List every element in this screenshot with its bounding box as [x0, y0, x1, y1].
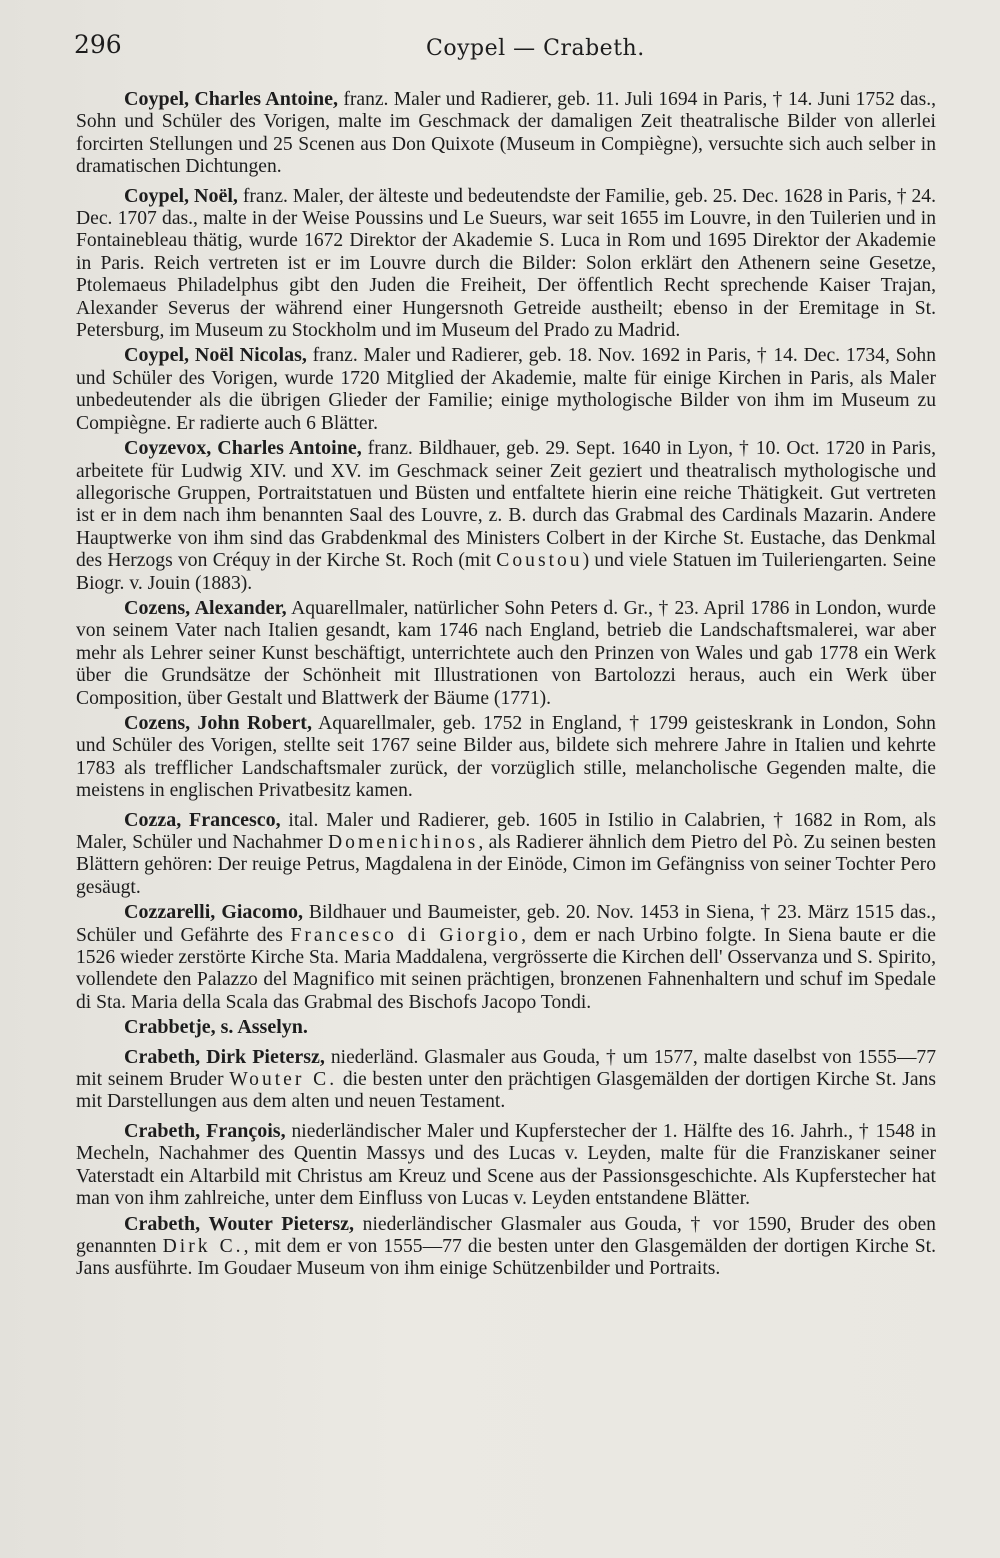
entry-text-after: ) und viele Statuen im Tuileriengarten. Seine Biogr. v. Jouin (1883).	[76, 550, 936, 594]
entry-headword: Cozzarelli, Giacomo,	[124, 901, 303, 924]
entry-text: niederländischer Glasmaler aus Gouda, † vor 1590, Bruder des oben genannten	[76, 1213, 936, 1257]
entry-cozza	[76, 809, 936, 900]
entry-crabeth-dirk	[76, 1046, 936, 1114]
entry-spaced-name: Coustou	[496, 550, 583, 572]
entry-coypel-noel-nicolas	[76, 344, 936, 435]
entry-text: franz. Maler, der älteste und bedeutendste der Familie, geb. 25. Dec. 1628 in Paris, † 24. Dec. 1707 das., malte in der Weise Poussins und Le Sueurs, war seit 1655 im Louvre, in den Tuilerien und in Fontainebleau thätig, wurde 1672 Direktor der Akademie S. Luca in Rom und 1695 Direktor der Akademie in Paris. Reich vertreten ist er im Louvre durch die Bilder: Solon erklärt den Athenern seine Gesetze, Ptolemaeus Philadelphus gibt den Juden die Freiheit, Der öffentlich Recht sprechende Kaiser Trajan, Alexander Severus der während einer Hungersnoth Getreide austheilt; ebenso in der Eremitage in St. Petersburg, im Museum zu Stockholm und im Museum del Prado zu Madrid.	[76, 185, 936, 342]
entry-text-after: die besten unter den prächtigen Glasgemälden der dortigen Kirche St. Jans mit Darstellungen aus dem alten und neuen Testament.	[76, 1069, 936, 1113]
entry-text: Bildhauer und Baumeister, geb. 20. Nov. 1453 in Siena, † 23. März 1515 das., Schüler und Gefährte des	[76, 902, 936, 946]
entry-text: franz. Maler und Radierer, geb. 11. Juli 1694 in Paris, † 14. Juni 1752 das., Sohn und Schüler des Vorigen, malte im Geschmack der damaligen Zeit theatralische Bilder von allerlei forcirten Stellungen und 25 Scenen aus Don Quixote (Museum in Compiègne), versuchte sich auch selber in dramatischen Dichtungen.	[76, 89, 936, 178]
entry-headword: Cozens, John Robert,	[124, 711, 312, 734]
entry-text: Aquarellmaler, geb. 1752 in England, † 1799 geisteskrank in London, Sohn und Schüler des Vorigen, stellte seit 1767 seine Bilder aus, bildete sich mehrere Jahre in Italien und kehrte 1783 als trefflicher Landschaftsmaler zurück, der vorzüglich stille, melancholische Gegenden malte, die meistens in englischen Privatbesitz kamen.	[76, 712, 936, 802]
entry-spaced-name: Domenichinos	[328, 832, 479, 853]
entry-text: franz. Bildhauer, geb. 29. Sept. 1640 in Lyon, † 10. Oct. 1720 in Paris, arbeitete für Ludwig XIV. und XV. im Geschmack seiner Zeit geziert und theatralisch mythologische und allegorische Gruppen, Portraitstatuen und Büsten und entfaltete hierin eine reiche Thätigkeit. Gut vertreten ist er in dem nach ihm benannten Saal des Louvre, z. B. durch das Grabmal des Cardinals Mazarin. Andere Hauptwerke von ihm sind das Grabdenkmal des Ministers Colbert in der Kirche St. Eustache, das Denkmal des Herzogs von Créquy in der Kirche St. Roch (mit	[76, 438, 936, 572]
entry-coypel-charles-antoine	[76, 88, 936, 179]
entry-text: Aquarellmaler, natürlicher Sohn Peters d. Gr., † 23. April 1786 in London, wurde von seinem Vater nach Italien gesandt, kam 1746 nach England, betrieb die Landschaftsmalerei, war aber mehr als Lehrer seiner Kunst beschäftigt, unterrichtete auch den Prinzen von Wales und gab 1778 ein Werk über die Grundsätze der Schönheit mit Illustrationen von Bartolozzi heraus, auch ein Werk über Composition, über Gestalt und Blattwerk der Bäume (1771).	[76, 597, 936, 709]
entry-cozens-john-robert	[76, 712, 936, 803]
entry-crabeth-francois	[76, 1120, 936, 1211]
entry-spaced-name: Dirk C.	[162, 1235, 244, 1257]
entry-headword: Crabeth, Dirk Pietersz,	[124, 1045, 325, 1068]
entry-headword: Coyzevox, Charles Antoine,	[124, 437, 362, 460]
entry-headword: Coypel, Charles Antoine,	[124, 88, 339, 110]
dictionary-entries	[76, 88, 936, 1287]
entry-text: niederländ. Glasmaler aus Gouda, † um 1577, malte daselbst von 1555—77 mit seinem Bruder	[76, 1046, 937, 1091]
page-number: 296	[74, 30, 122, 59]
page-header	[74, 30, 934, 70]
entry-text: ital. Maler und Radierer, geb. 1605 in Istilio in Calabrien, † 1682 in Rom, als Maler, Schüler und Nachahmer	[76, 809, 937, 853]
entry-text: franz. Maler und Radierer, geb. 18. Nov. 1692 in Paris, † 14. Dec. 1734, Sohn und Schüler des Vorigen, wurde 1720 Mitglied der Akademie, malte für einige Kirchen in Paris, als Maler unbedeutender als die übrigen Glieder der Familie; einige mythologische Bilder von ihm im Museum zu Compiègne. Er radierte auch 6 Blätter.	[76, 345, 936, 434]
entry-cozzarelli	[76, 901, 936, 1014]
entry-headword: Coypel, Noël Nicolas,	[124, 344, 307, 367]
entry-text-after: , dem er nach Urbino folgte. In Siena baute er die 1526 wieder zerstörte Kirche Sta. Maria Maddalena, vergrösserte die Kirchen dell' Osservanza und S. Spirito, vollendete den Palazzo del Magnifico mit seinen prächtigen, bronzenen Fahnenhaltern und schuf im Spedale di Sta. Maria della Scala das Grabmal des Bischofs Jacopo Tondi.	[76, 924, 936, 1013]
entry-headword: Coypel, Noël,	[124, 184, 238, 207]
entry-text: niederländischer Maler und Kupferstecher der 1. Hälfte des 16. Jahrh., † 1548 in Mecheln, Nachahmer des Quentin Massys und des Lucas v. Leyden, malte für die Franziskaner seiner Vaterstadt ein Altarbild mit Christus am Kreuz und Scene aus der Passionsgeschichte. Als Kupferstecher hat man von ihm zahlreiche, unter dem Einfluss von Lucas v. Leyden entstandene Blätter.	[76, 1120, 936, 1210]
entry-headword: Crabeth, Wouter Pietersz,	[124, 1212, 355, 1235]
entry-spaced-name: Francesco di Giorgio	[290, 924, 522, 946]
entry-spaced-name: Wouter C.	[229, 1069, 338, 1091]
entry-cozens-alexander	[76, 597, 936, 710]
entry-text-after: , als Radierer ähnlich dem Pietro del Pò. Zu seinen besten Blättern gehören: Der reuige Petrus, Magdalena in der Einöde, Cimon im Gefängniss von seiner Tochter Pero gesäugt.	[76, 832, 937, 898]
entry-coypel-noel	[76, 185, 936, 343]
entry-headword: Crabbetje, s. Asselyn.	[124, 1016, 308, 1039]
entry-headword: Cozens, Alexander,	[124, 596, 287, 619]
entry-crabbetje	[76, 1016, 936, 1039]
entry-text-after: , mit dem er von 1555—77 die besten unter den Glasgemälden der dortigen Kirche St. Jans ausführte. Im Goudaer Museum von ihm einige Schützenbilder und Portraits.	[76, 1235, 937, 1280]
entry-headword: Cozza, Francesco,	[124, 808, 281, 831]
entry-crabeth-wouter	[76, 1213, 936, 1281]
entry-headword: Crabeth, François,	[124, 1119, 286, 1142]
entry-coyzevox	[76, 437, 936, 595]
running-title: Coypel — Crabeth.	[426, 36, 645, 61]
